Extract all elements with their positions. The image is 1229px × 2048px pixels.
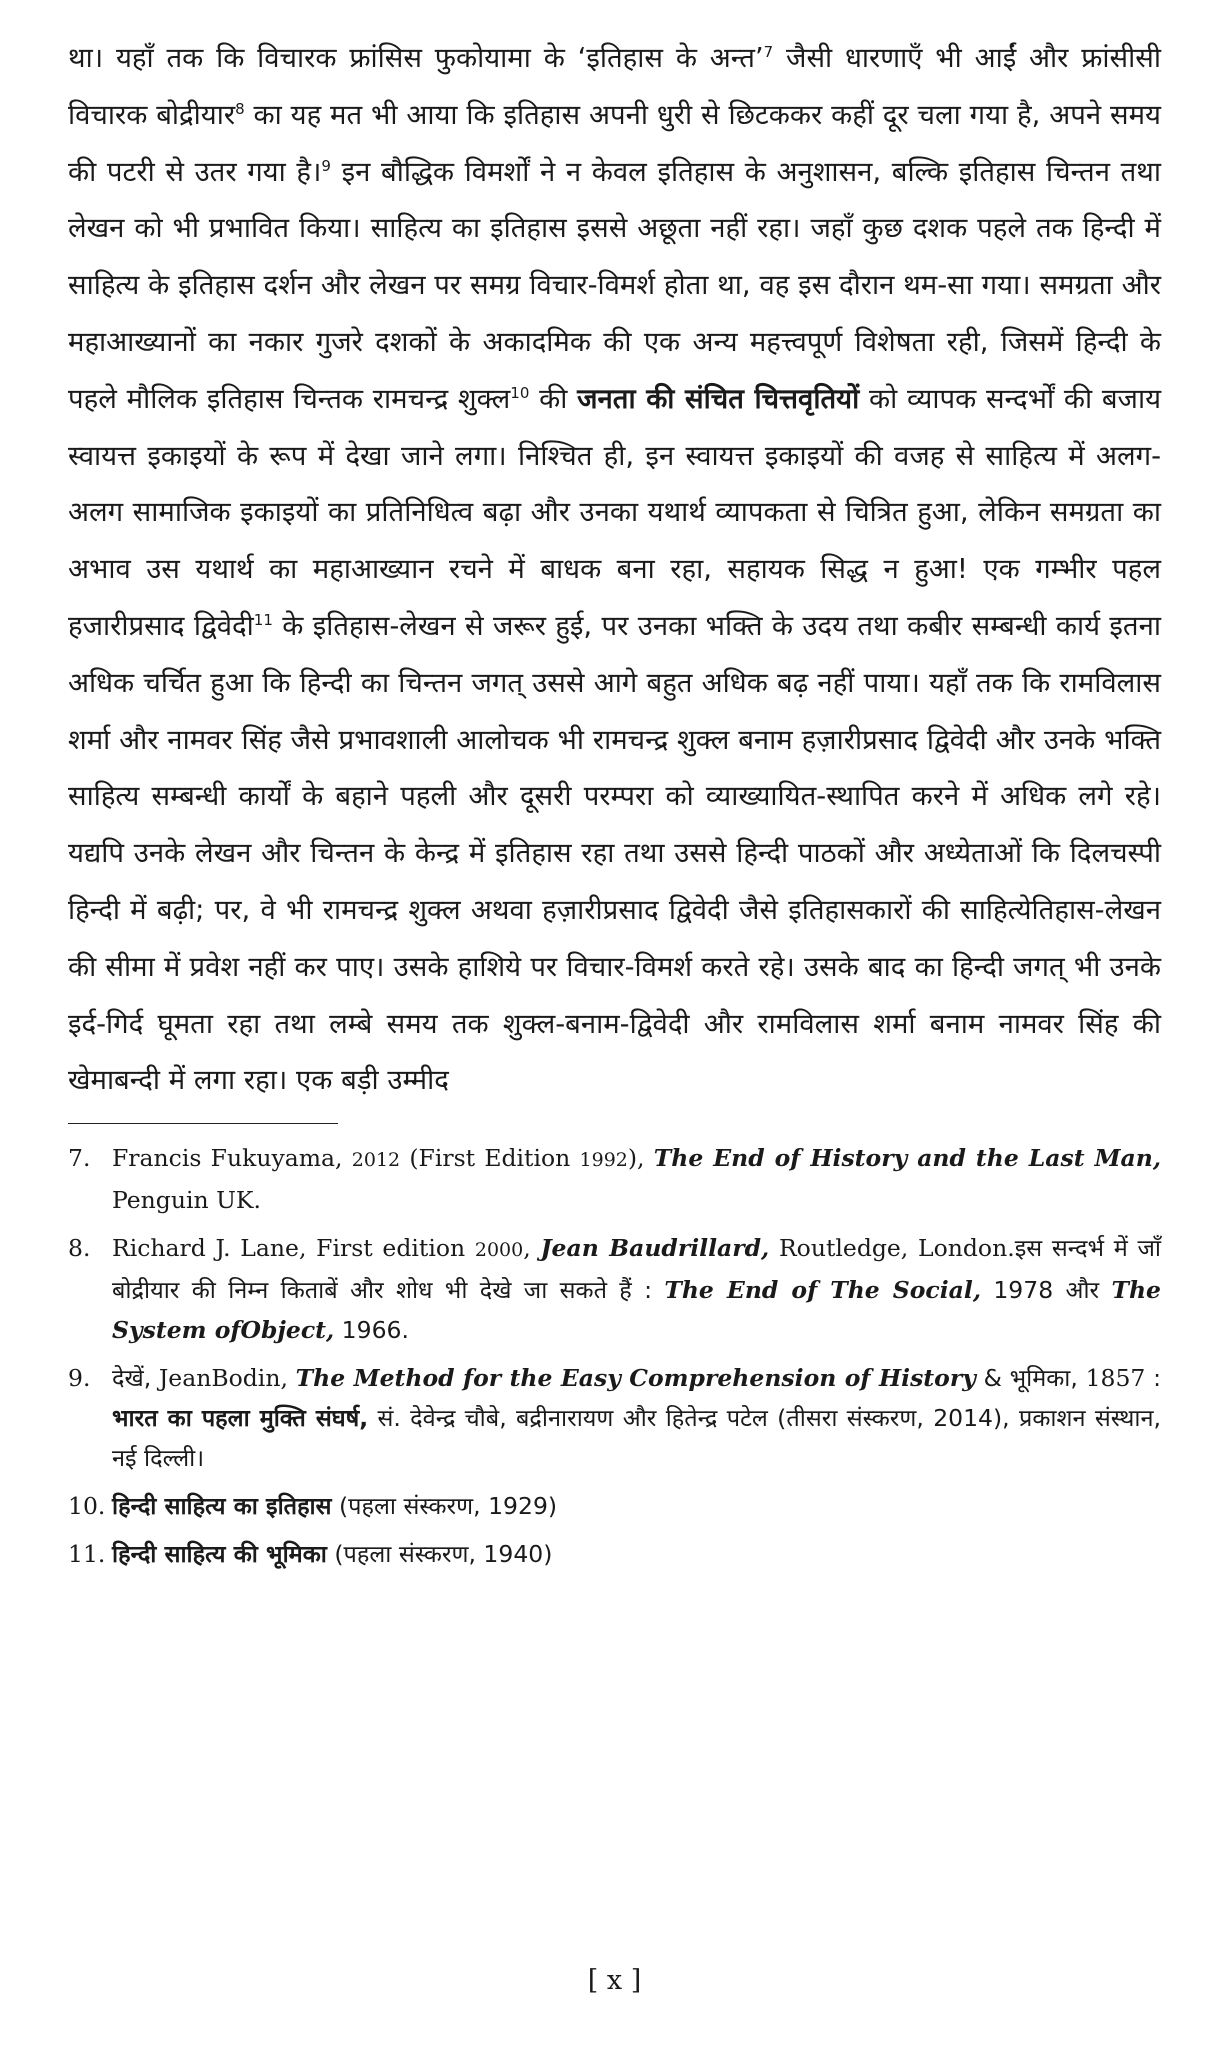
footnote-text: Francis Fukuyama, 2012 (First Edition 1992), The End of History and the Last Man, Penguin UK. xyxy=(112,1144,1162,1215)
footnote-11 xyxy=(68,1534,1161,1574)
text-run: को व्यापक सन्दर्भों की बजाय स्वायत्त इकाइयों के रूप में देखा जाने लगा। निश्चित ही, इन स्वायत्त इकाइयों की वजह से साहित्य में अलग-अलग सामाजिक इकाइयों का प्रतिनिधित्व बढ़ा और उनका यथार्थ व्यापकता से चित्रित हुआ, लेकिन समग्रता का अभाव उस यथार्थ का महाआख्यान रचने में बाधक बना रहा, सहायक सिद्ध न हुआ! एक गम्भीर पहल हजारीप्रसाद द्विवेदी xyxy=(68,382,1162,642)
footnote-ref-7[interactable]: 7 xyxy=(763,42,774,61)
footnote-text: Richard J. Lane, First edition 2000, Jean Baudrillard, Routledge, London.इस सन्दर्भ में जाँ बोद्रीयार की निम्न किताबें और शोध भी देखे जा सकते हैं : The End of The Social, 1978 और The System ofObject, 1966. xyxy=(112,1234,1161,1345)
footnote-9 xyxy=(68,1358,1161,1478)
footnotes xyxy=(68,1138,1161,1574)
footnote-ref-9[interactable]: 9 xyxy=(321,156,331,175)
page-number: [ x ] xyxy=(587,1965,642,1996)
footnote-number: 9. xyxy=(68,1364,91,1393)
footnote-text: हिन्दी साहित्य का इतिहास (पहला संस्करण, 1929) xyxy=(112,1492,558,1521)
text-run: का यह मत भी आया कि इतिहास अपनी धुरी से छिटककर कहीं दूर चला गया है, अपने समय की पटरी से उतर गया है। xyxy=(68,98,1161,188)
text-run: था। यहाँ तक कि विचारक फ्रांसिस फुकोयामा के ‘इतिहास के अन्त’ xyxy=(68,42,764,74)
book-title: The System ofObject, xyxy=(112,1276,1161,1345)
footnote-separator xyxy=(68,1123,338,1124)
footnote-7 xyxy=(68,1138,1161,1220)
book-title: The End of History and the Last Man, xyxy=(653,1144,1162,1173)
footnote-number: 8. xyxy=(68,1234,91,1263)
book-title: भारत का पहला मुक्ति संघर्ष, xyxy=(112,1404,369,1433)
footnote-10 xyxy=(68,1486,1161,1526)
footnote-number: 11. xyxy=(68,1540,106,1569)
page-content xyxy=(68,30,1161,1582)
text-run: के इतिहास-लेखन से जरूर हुई, पर उनका भक्ति के उदय तथा कबीर सम्बन्धी कार्य इतना अधिक चर्चित हुआ कि हिन्दी का चिन्तन जगत् उससे आगे बहुत अधिक बढ़ नहीं पाया। यहाँ तक कि रामविलास शर्मा और नामवर सिंह जैसे प्रभावशाली आलोचक भी रामचन्द्र शुक्ल बनाम हज़ारीप्रसाद द्विवेदी और उनके भक्ति साहित्य सम्बन्धी कार्यों के बहाने पहली और दूसरी परम्परा को व्याख्यायित-स्थापित करने में अधिक लगे रहे। यद्यपि उनके लेखन और चिन्तन के केन्द्र में इतिहास रहा तथा उससे हिन्दी पाठकों और अध्येताओं कि दिलचस्पी हिन्दी में बढ़ी; पर, वे भी रामचन्द्र शुक्ल अथवा हज़ारीप्रसाद द्विवेदी जैसे इतिहासकारों की साहित्येतिहास-लेखन की सीमा में प्रवेश नहीं कर पाए। उसके हाशिये पर विचार-विमर्श करते रहे। उसके बाद का हिन्दी जगत् भी उनके इर्द-गिर्द घूमता रहा तथा लम्बे समय तक शुक्ल-बनाम-द्विवेदी और रामविलास शर्मा बनाम नामवर सिंह की खेमाबन्दी में लगा रहा। एक बड़ी उम्मीद xyxy=(68,609,1161,1097)
text-run: इन बौद्धिक विमर्शों ने न केवल इतिहास के अनुशासन, बल्कि इतिहास चिन्तन तथा लेखन को भी प्रभावित किया। साहित्य का इतिहास इससे अछूता नहीं रहा। जहाँ कुछ दशक पहले तक हिन्दी में साहित्य के इतिहास दर्शन और लेखन पर समग्र विचार-विमर्श होता था, वह इस दौरान थम-सा गया। समग्रता और महाआख्यानों का नकार गुजरे दशकों के अकादमिक की एक अन्य महत्त्वपूर्ण विशेषता रही, जिसमें हिन्दी के पहले मौलिक इतिहास चिन्तक रामचन्द्र शुक्ल xyxy=(68,155,1161,415)
footnote-number: 7. xyxy=(68,1144,91,1173)
emphasis-phrase: जनता की संचित चित्तवृतियों xyxy=(577,382,860,415)
footnote-ref-11[interactable]: 11 xyxy=(253,610,273,629)
book-title: The End of The Social, xyxy=(664,1276,982,1305)
book-title: Jean Baudrillard, xyxy=(540,1234,770,1263)
text-run: जैसी धारणाएँ भी आईं और फ्रांसीसी विचारक बोद्रीयार xyxy=(68,42,1161,131)
footnote-number: 10. xyxy=(68,1492,106,1521)
book-title: The Method for the Easy Comprehension of History xyxy=(295,1364,976,1393)
text-run: की xyxy=(529,382,578,415)
footnote-8 xyxy=(68,1228,1161,1350)
main-paragraph xyxy=(68,30,1161,1109)
footnote-ref-8[interactable]: 8 xyxy=(235,99,245,118)
footnote-text: हिन्दी साहित्य की भूमिका (पहला संस्करण, 1940) xyxy=(112,1540,553,1569)
book-title: हिन्दी साहित्य का इतिहास xyxy=(112,1492,332,1521)
book-title: हिन्दी साहित्य की भूमिका xyxy=(112,1540,327,1569)
footnote-ref-10[interactable]: 10 xyxy=(510,383,530,402)
footnote-text: देखें, JeanBodin, The Method for the Easy Comprehension of History & भूमिका, 1857 : भारत का पहला मुक्ति संघर्ष, सं. देवेन्द्र चौबे, बद्रीनारायण और हितेन्द्र पटेल (तीसरा संस्करण, 2014), प्रकाशन संस्थान, नई दिल्ली। xyxy=(112,1364,1161,1473)
